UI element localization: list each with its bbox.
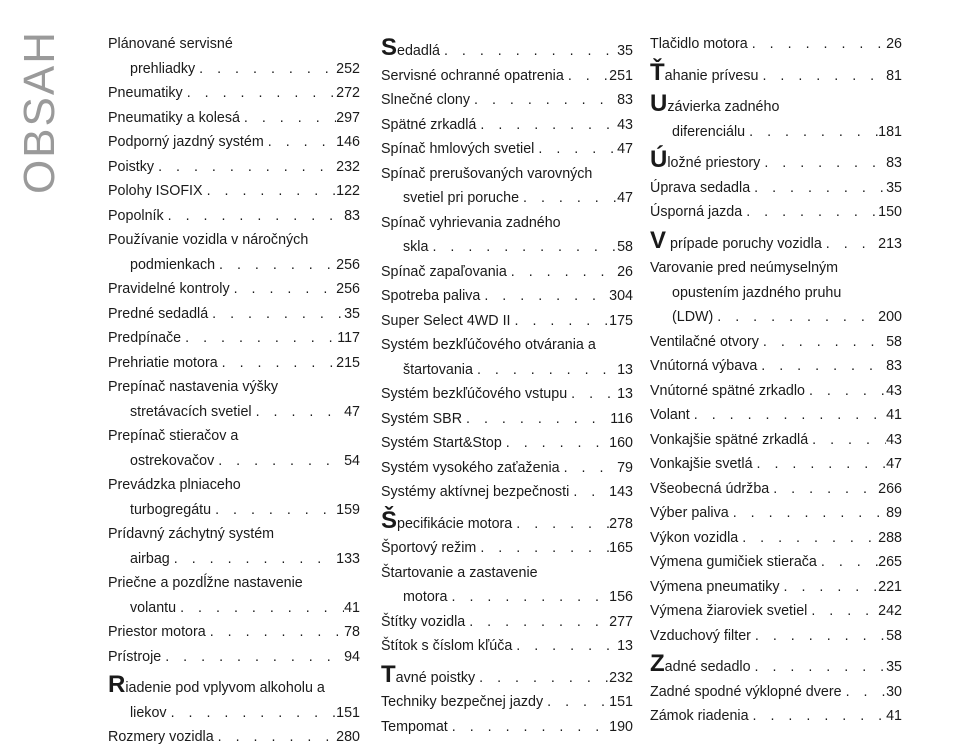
entry-text: Techniky bezpečnej jazdy <box>381 694 544 710</box>
entry-text: Vonkajšie svetlá <box>650 456 753 472</box>
dot-leader <box>748 32 886 57</box>
entry-text: Spätné zrkadlá <box>381 116 477 133</box>
entry-text: Rozmery vozidla <box>108 729 214 745</box>
index-entry[interactable] <box>381 309 633 334</box>
dot-leader <box>448 715 609 740</box>
dot-leader <box>252 400 345 425</box>
entry-text: Polohy ISOFIX <box>108 183 203 199</box>
page-number: 35 <box>344 305 360 322</box>
index-entry[interactable] <box>108 106 360 131</box>
index-entry[interactable] <box>650 256 902 330</box>
entry-text: Používanie vozidla v náročných <box>108 232 309 248</box>
index-entry[interactable] <box>650 526 902 551</box>
index-entry[interactable] <box>650 200 902 225</box>
entry-text: štartovania <box>403 361 473 378</box>
page-number: 278 <box>609 515 633 532</box>
index-entry[interactable] <box>650 624 902 649</box>
index-column-3 <box>650 32 902 729</box>
entry-text: airbag <box>130 550 170 567</box>
index-entry[interactable] <box>650 599 902 624</box>
section-tab-label: OBSAH <box>15 30 64 195</box>
page-number: 47 <box>886 456 902 472</box>
dot-leader <box>462 407 610 432</box>
dot-leader <box>780 575 879 600</box>
dot-leader <box>214 725 336 750</box>
page-number: 143 <box>609 484 633 500</box>
page-number: 266 <box>878 480 902 497</box>
index-entry[interactable] <box>650 575 902 600</box>
index-entry[interactable] <box>108 277 360 302</box>
index-entry[interactable] <box>381 407 633 432</box>
index-entry[interactable] <box>650 550 902 575</box>
entry-text: opustením jazdného pruhu <box>672 284 842 301</box>
entry-text: Systém bezkľúčového otvárania a <box>381 337 596 353</box>
entry-text: Spínač prerušovaných varovných <box>381 165 593 182</box>
page-number: 54 <box>344 452 360 469</box>
page-number: 41 <box>886 407 902 423</box>
dot-leader <box>448 585 610 610</box>
entry-text: Úprava sedadla <box>650 179 751 196</box>
entry-text: Zadné sedadlo <box>650 650 751 677</box>
entry-text: ostrekovačov <box>130 452 215 469</box>
index-entry[interactable] <box>650 330 902 355</box>
dot-leader <box>164 204 344 229</box>
dot-leader <box>502 431 609 456</box>
entry-text: Popolník <box>108 207 164 224</box>
page-number: 58 <box>617 239 633 255</box>
entry-text: liekov <box>130 704 167 721</box>
entry-text: Systém SBR <box>381 410 463 427</box>
page-number: 304 <box>609 288 633 304</box>
entry-text: Plánované servisné <box>108 36 233 52</box>
dot-leader <box>476 536 609 561</box>
page-number: 81 <box>886 67 902 84</box>
page-number: 47 <box>344 403 360 420</box>
page-number: 200 <box>878 309 902 325</box>
index-entry[interactable] <box>381 480 633 505</box>
entry-text: motora <box>403 589 448 605</box>
index-entry[interactable] <box>650 452 902 477</box>
index-entry[interactable] <box>650 704 902 729</box>
page-number: 26 <box>886 36 902 52</box>
index-entry[interactable] <box>381 690 633 715</box>
index-entry[interactable] <box>381 88 633 113</box>
page-number: 43 <box>886 382 902 399</box>
index-entry[interactable] <box>381 64 633 89</box>
page-number: 41 <box>344 599 360 616</box>
entry-text: Výkon vozidla <box>650 529 739 546</box>
page-number: 89 <box>886 505 902 521</box>
page-number: 35 <box>617 43 633 59</box>
dot-leader <box>240 106 336 131</box>
dot-leader <box>473 358 617 383</box>
index-entry[interactable] <box>381 284 633 309</box>
entry-text: Vzduchový filter <box>650 627 751 644</box>
index-entry[interactable] <box>108 725 360 750</box>
dot-leader <box>470 88 617 113</box>
index-entry[interactable] <box>650 403 902 428</box>
page-number: 221 <box>878 578 902 595</box>
entry-text: Prístroje <box>108 648 162 665</box>
dot-leader <box>808 428 886 453</box>
entry-text: turbogregátu <box>130 501 212 518</box>
index-entry[interactable] <box>381 660 633 691</box>
index-entry[interactable] <box>108 155 360 180</box>
index-entry[interactable] <box>108 302 360 327</box>
dot-leader <box>203 179 337 204</box>
page-number: 256 <box>336 281 360 297</box>
page-number: 165 <box>609 540 633 556</box>
entry-text: Predpínače <box>108 330 182 346</box>
dot-leader <box>822 232 878 257</box>
entry-text: Výmena pneumatiky <box>650 578 780 595</box>
dot-leader <box>758 64 886 89</box>
dot-leader <box>512 512 609 537</box>
entry-text: Úložné priestory <box>650 146 761 173</box>
page-number: 78 <box>344 624 360 640</box>
entry-text: Pneumatiky <box>108 85 183 101</box>
entry-text: Systém vysokého zaťaženia <box>381 459 560 476</box>
page-number: 151 <box>609 694 633 710</box>
entry-text: Špecifikácie motora <box>381 506 513 534</box>
entry-text: Prepínač stieračov a <box>108 428 239 444</box>
page-number: 30 <box>886 683 902 700</box>
dot-leader <box>218 351 336 376</box>
page-number: 288 <box>878 529 902 546</box>
dot-leader <box>181 326 337 351</box>
entry-text: stretávacích svetiel <box>130 403 252 420</box>
entry-text: (LDW) <box>672 309 714 325</box>
page-number: 175 <box>609 312 633 329</box>
dot-leader <box>230 277 337 302</box>
dot-leader <box>465 610 609 635</box>
entry-text: svetiel pri poruche <box>403 190 520 206</box>
dot-leader <box>170 547 336 572</box>
page-number: 13 <box>617 386 633 402</box>
index-entry[interactable] <box>381 456 633 481</box>
page-number: 190 <box>609 718 633 735</box>
dot-leader <box>757 354 886 379</box>
page-number: 156 <box>609 589 633 605</box>
dot-leader <box>742 200 878 225</box>
page-number: 151 <box>336 704 360 721</box>
page-number: 280 <box>336 729 360 745</box>
index-entry[interactable] <box>650 148 902 176</box>
page-number: 13 <box>617 361 633 378</box>
index-entry[interactable] <box>381 137 633 162</box>
dot-leader <box>729 501 886 526</box>
dot-leader <box>480 284 609 309</box>
index-entry[interactable] <box>108 424 360 473</box>
entry-text: Spínač zapaľovania <box>381 263 507 280</box>
page-number: 122 <box>336 183 360 199</box>
page-number: 26 <box>617 263 633 280</box>
entry-text: Spínač vyhrievania zadného <box>381 214 561 231</box>
page-number: 133 <box>336 550 360 567</box>
entry-text: Štítok s číslom kľúča <box>381 638 513 654</box>
index-entry[interactable] <box>381 506 633 537</box>
page-number: 83 <box>886 358 902 374</box>
page-number: 47 <box>617 190 633 206</box>
index-entry[interactable] <box>108 179 360 204</box>
dot-leader <box>211 498 336 523</box>
entry-text: Podporný jazdný systém <box>108 134 264 150</box>
index-entry[interactable] <box>108 204 360 229</box>
entry-text: Priestor motora <box>108 624 206 640</box>
index-entry[interactable] <box>650 226 902 257</box>
entry-text: Systém Start&Stop <box>381 435 502 451</box>
index-entry[interactable] <box>108 571 360 620</box>
entry-text: Štítky vozidla <box>381 613 466 630</box>
dot-leader <box>428 235 617 260</box>
index-entry[interactable] <box>108 81 360 106</box>
index-entry[interactable] <box>108 673 360 725</box>
entry-text: Pneumatiky a kolesá <box>108 109 240 126</box>
dot-leader <box>476 113 617 138</box>
dot-leader <box>440 39 617 64</box>
entry-text: Športový režim <box>381 540 477 556</box>
index-entry[interactable] <box>108 645 360 670</box>
page-number: 159 <box>336 501 360 518</box>
index-entry[interactable] <box>381 333 633 382</box>
dot-leader <box>842 680 887 705</box>
page-number: 160 <box>609 435 633 451</box>
entry-text: Ventilačné otvory <box>650 333 759 350</box>
index-entry[interactable] <box>650 501 902 526</box>
index-entry[interactable] <box>650 176 902 201</box>
entry-text: Štartovanie a zastavenie <box>381 564 538 581</box>
dot-leader <box>154 155 336 180</box>
dot-leader <box>753 452 887 477</box>
page-number: 252 <box>336 60 360 77</box>
entry-text: Uzávierka zadného <box>650 90 780 117</box>
entry-text: Slnečné clony <box>381 92 471 108</box>
index-entry[interactable] <box>650 680 902 705</box>
index-entry[interactable] <box>381 211 633 260</box>
index-entry[interactable] <box>650 58 902 89</box>
page-number: 83 <box>886 155 902 171</box>
page-number: 116 <box>610 410 633 427</box>
entry-text: Výber paliva <box>650 505 729 521</box>
dot-leader <box>567 382 617 407</box>
index-entry[interactable] <box>650 652 902 680</box>
entry-text: Tempomat <box>381 718 448 735</box>
page-number: 58 <box>886 333 902 350</box>
entry-text: Prídavný záchytný systém <box>108 526 275 542</box>
entry-text: Ťahanie prívesu <box>650 58 759 86</box>
index-entry[interactable] <box>108 32 360 81</box>
entry-text: Zadné spodné výklopné dvere <box>650 683 842 700</box>
index-column-2 <box>381 32 633 739</box>
entry-text: Sedadlá <box>381 34 440 61</box>
entry-text: Vonkajšie spätné zrkadlá <box>650 431 809 448</box>
page-number: 58 <box>886 627 902 644</box>
index-column-1 <box>108 32 360 750</box>
index-entry[interactable] <box>381 536 633 561</box>
dot-leader <box>519 186 617 211</box>
index-entry[interactable] <box>381 715 633 740</box>
dot-leader <box>750 176 886 201</box>
entry-text: Výmena žiaroviek svetiel <box>650 603 808 619</box>
dot-leader <box>512 634 617 659</box>
dot-leader <box>690 403 886 428</box>
page-number: 83 <box>617 92 633 108</box>
index-entry[interactable] <box>650 32 902 57</box>
dot-leader <box>817 550 878 575</box>
dot-leader <box>507 260 617 285</box>
entry-text: volantu <box>130 599 177 616</box>
page-number: 232 <box>336 158 360 175</box>
entry-text: Spínač hmlových svetiel <box>381 141 535 157</box>
page-number: 79 <box>617 459 633 476</box>
index-entry[interactable] <box>381 431 633 456</box>
entry-text: Super Select 4WD II <box>381 312 511 329</box>
page-number: 117 <box>337 330 360 346</box>
page-number: 297 <box>336 109 360 126</box>
index-entry[interactable] <box>650 477 902 502</box>
entry-text: Vnútorné spätné zrkadlo <box>650 382 805 399</box>
page-number: 83 <box>344 207 360 224</box>
index-entry[interactable] <box>381 162 633 211</box>
index-entry[interactable] <box>650 354 902 379</box>
dot-leader <box>543 690 609 715</box>
dot-leader <box>569 480 609 505</box>
page-number: 150 <box>878 204 902 220</box>
entry-text: Priečne a pozdĺžne nastavenie <box>108 575 303 591</box>
dot-leader <box>760 151 886 176</box>
entry-text: Tlačidlo motora <box>650 36 748 52</box>
dot-leader <box>745 120 878 145</box>
entry-text: Pravidelné kontroly <box>108 281 230 297</box>
entry-text: Zámok riadenia <box>650 708 749 724</box>
dot-leader <box>751 655 887 680</box>
dot-leader <box>564 64 609 89</box>
index-entry[interactable] <box>381 634 633 659</box>
page-number: 256 <box>336 256 360 273</box>
page-number: 35 <box>886 179 902 196</box>
page-number: 41 <box>886 708 902 724</box>
index-entry[interactable] <box>381 610 633 635</box>
dot-leader <box>161 645 344 670</box>
page-number: 251 <box>609 67 633 84</box>
index-entry[interactable] <box>108 473 360 522</box>
entry-text: Riadenie pod vplyvom alkoholu a <box>108 671 325 698</box>
index-entry[interactable] <box>381 113 633 138</box>
entry-text: Servisné ochranné opatrenia <box>381 67 564 84</box>
page-number: 213 <box>878 235 902 252</box>
index-entry[interactable] <box>650 379 902 404</box>
page-number: 94 <box>344 648 360 665</box>
page-number: 242 <box>878 603 902 619</box>
entry-text: Varovanie pred neúmyselným <box>650 260 839 276</box>
index-entry[interactable] <box>108 130 360 155</box>
page-number: 181 <box>878 123 902 140</box>
index-entry[interactable] <box>108 375 360 424</box>
dot-leader <box>208 302 344 327</box>
page-number: 272 <box>336 85 360 101</box>
index-entry[interactable] <box>381 260 633 285</box>
entry-text: Prepínač nastavenia výšky <box>108 379 279 395</box>
page-number: 146 <box>336 134 360 150</box>
entry-text: Všeobecná údržba <box>650 480 770 497</box>
dot-leader <box>759 330 886 355</box>
entry-text: Výmena gumičiek stierača <box>650 554 817 570</box>
page-number: 43 <box>886 431 902 448</box>
entry-text: Prehriatie motora <box>108 354 218 371</box>
dot-leader <box>738 526 878 551</box>
index-entry[interactable] <box>108 228 360 277</box>
entry-text: Volant <box>650 407 690 423</box>
index-entry[interactable] <box>650 428 902 453</box>
page-number: 43 <box>617 116 633 133</box>
index-entry[interactable] <box>108 351 360 376</box>
dot-leader <box>713 305 878 330</box>
entry-text: skla <box>403 239 429 255</box>
dot-leader <box>167 701 337 726</box>
entry-text: Predné sedadlá <box>108 305 209 322</box>
index-entry[interactable] <box>381 36 633 64</box>
entry-text: prehliadky <box>130 60 196 77</box>
entry-text: diferenciálu <box>672 123 746 140</box>
entry-text: Prevádzka plniaceho <box>108 477 241 493</box>
index-entry[interactable] <box>108 326 360 351</box>
dot-leader <box>511 309 610 334</box>
dot-leader <box>183 81 336 106</box>
dot-leader <box>215 253 336 278</box>
dot-leader <box>195 57 336 82</box>
page-number: 35 <box>886 659 902 675</box>
entry-text: podmienkach <box>130 256 216 273</box>
entry-text: Tavné poistky <box>381 660 476 688</box>
entry-text: Systémy aktívnej bezpečnosti <box>381 484 570 500</box>
page-number: 277 <box>609 613 633 630</box>
dot-leader <box>560 456 617 481</box>
page-number: 232 <box>609 669 633 686</box>
dot-leader <box>805 379 886 404</box>
dot-leader <box>264 130 336 155</box>
index-entry[interactable] <box>108 522 360 571</box>
entry-text: Poistky <box>108 158 155 175</box>
entry-text: Úsporná jazda <box>650 204 743 220</box>
dot-leader <box>206 620 344 645</box>
page-number: 215 <box>336 354 360 371</box>
dot-leader <box>751 624 886 649</box>
index-entry[interactable] <box>381 561 633 610</box>
entry-text: V prípade poruchy vozidla <box>650 226 822 254</box>
entry-text: Vnútorná výbava <box>650 358 758 374</box>
entry-text: Spotreba paliva <box>381 288 481 304</box>
dot-leader <box>534 137 617 162</box>
dot-leader <box>749 704 887 729</box>
dot-leader <box>769 477 878 502</box>
index-entry[interactable] <box>108 620 360 645</box>
dot-leader <box>176 596 344 621</box>
dot-leader <box>807 599 878 624</box>
page-number: 265 <box>878 554 902 570</box>
page-number: 13 <box>617 638 633 654</box>
entry-text: Systém bezkľúčového vstupu <box>381 386 568 402</box>
index-entry[interactable] <box>381 382 633 407</box>
index-entry[interactable] <box>650 92 902 144</box>
page-number: 47 <box>617 141 633 157</box>
dot-leader <box>214 449 344 474</box>
